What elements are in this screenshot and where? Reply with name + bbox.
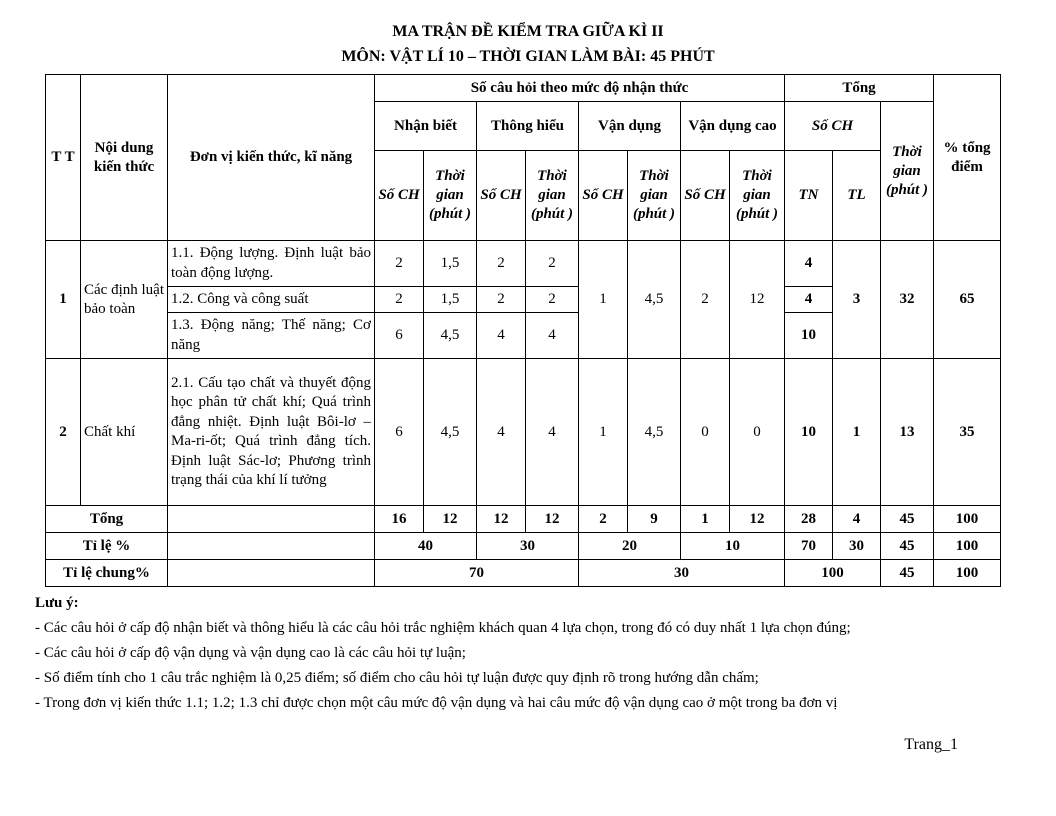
unit-2-1-nb-ch: 6: [375, 359, 424, 506]
unit-2-1-vdc-tg: 0: [730, 359, 785, 506]
overall-ratio-b: 30: [579, 560, 785, 587]
total-value: 1: [681, 506, 730, 533]
ratio-row: [46, 533, 1001, 560]
ratio-vd: 20: [579, 533, 681, 560]
total-value: 9: [628, 506, 681, 533]
unit-1-2-nb-ch: 2: [375, 287, 424, 313]
row-1-tl: 3: [833, 241, 881, 359]
row-1-vd-tg: 4,5: [628, 241, 681, 359]
unit-2-1-vd-tg: 4,5: [628, 359, 681, 506]
document-title: MA TRẬN ĐỀ KIỂM TRA GIỮA KÌ II: [392, 23, 664, 40]
unit-2-1-th-tg: 4: [526, 359, 579, 506]
unit-1-2-th-ch: 2: [477, 287, 526, 313]
unit-2-1-vd-ch: 1: [579, 359, 628, 506]
unit-1-3-th-ch: 4: [477, 313, 526, 359]
page-number: Trang_1: [904, 736, 958, 753]
header-vdc-so-ch: Số CH: [681, 151, 730, 241]
header-level-van-dung-cao: Vận dụng cao: [681, 102, 785, 151]
row-2-thoi-gian: 13: [881, 359, 934, 506]
row-1-vd-ch: 1: [579, 241, 628, 359]
ratio-vdc: 10: [681, 533, 785, 560]
total-value: 2: [579, 506, 628, 533]
header-row-1: [46, 75, 1001, 102]
unit-1-3-nb-ch: 6: [375, 313, 424, 359]
header-th-thoi-gian: Thời gian (phút ): [526, 151, 579, 241]
header-don-vi: Đơn vị kiến thức, kĩ năng: [168, 75, 375, 241]
overall-ratio-so-ch: 100: [785, 560, 881, 587]
total-label: Tổng: [46, 506, 168, 533]
ratio-tn: 70: [785, 533, 833, 560]
ratio-th: 30: [477, 533, 579, 560]
header-thoi-gian-total: Thời gian (phút ): [881, 102, 934, 241]
ratio-label: Tỉ lệ %: [46, 533, 168, 560]
header-tn: TN: [785, 151, 833, 241]
total-row: [46, 506, 1001, 533]
total-value: 12: [526, 506, 579, 533]
header-tt: T T: [46, 75, 81, 241]
row-1-noi-dung: Các định luật bảo toàn: [81, 241, 168, 359]
header-vd-so-ch: Số CH: [579, 151, 628, 241]
header-tl: TL: [833, 151, 881, 241]
document-subtitle: MÔN: VẬT LÍ 10 – THỜI GIAN LÀM BÀI: 45 PHÚT: [341, 48, 715, 65]
unit-2-1-nb-tg: 4,5: [424, 359, 477, 506]
overall-ratio-a: 70: [375, 560, 579, 587]
unit-2-1-th-ch: 4: [477, 359, 526, 506]
ratio-pct: 100: [934, 533, 1001, 560]
row-1-pct: 65: [934, 241, 1001, 359]
row-2-pct: 35: [934, 359, 1001, 506]
unit-1-1-nb-ch: 2: [375, 241, 424, 287]
header-so-ch-group: Số CH: [785, 102, 881, 151]
row-2-noi-dung: Chất khí: [81, 359, 168, 506]
total-value: 28: [785, 506, 833, 533]
table-row: [46, 359, 1001, 506]
unit-1-1-name: 1.1. Động lượng. Định luật bảo toàn động lượng.: [168, 241, 375, 287]
note-item: - Số điểm tính cho 1 câu trắc nghiệm là 0,25 điểm; số điểm cho câu hỏi tự luận được quy định rõ trong hướng dẫn chấm;: [35, 670, 759, 686]
total-value: 16: [375, 506, 424, 533]
ratio-thoi-gian: 45: [881, 533, 934, 560]
unit-1-1-nb-tg: 1,5: [424, 241, 477, 287]
unit-2-1-name: 2.1. Cấu tạo chất và thuyết động học phân tử chất khí; Quá trình đẳng nhiệt. Định luật Bôi-lơ – Ma-ri-ốt; Quá trình đẳng tích. Định luật Sác-lơ; Phương trình trạng thái của khí lí tưởng: [168, 359, 375, 506]
unit-1-2-th-tg: 2: [526, 287, 579, 313]
total-value: 12: [424, 506, 477, 533]
overall-ratio-row: [46, 560, 1001, 587]
unit-1-2-name: 1.2. Công và công suất: [168, 287, 375, 313]
header-th-so-ch: Số CH: [477, 151, 526, 241]
overall-ratio-thoi-gian: 45: [881, 560, 934, 587]
notes-heading: Lưu ý:: [35, 595, 79, 611]
note-item: - Các câu hỏi ở cấp độ vận dụng và vận dụng cao là các câu hỏi tự luận;: [35, 645, 466, 661]
total-value: 12: [477, 506, 526, 533]
row-2-tn: 10: [785, 359, 833, 506]
unit-1-1-th-ch: 2: [477, 241, 526, 287]
unit-1-2-tn: 4: [785, 287, 833, 313]
unit-1-3-nb-tg: 4,5: [424, 313, 477, 359]
header-so-cau-hoi: Số câu hỏi theo mức độ nhận thức: [375, 75, 785, 102]
header-level-nhan-biet: Nhận biết: [375, 102, 477, 151]
header-noi-dung: Nội dung kiến thức: [81, 75, 168, 241]
ratio-nb: 40: [375, 533, 477, 560]
unit-1-3-th-tg: 4: [526, 313, 579, 359]
total-value: 45: [881, 506, 934, 533]
note-item: - Các câu hỏi ở cấp độ nhận biết và thông hiểu là các câu hỏi trắc nghiệm khách quan 4 lựa chọn, trong đó có duy nhất 1 lựa chọn đúng;: [35, 620, 851, 636]
notes-section: [35, 594, 995, 713]
exam-matrix-table: [45, 74, 1001, 587]
unit-1-3-name: 1.3. Động năng; Thế năng; Cơ năng: [168, 313, 375, 359]
total-empty: [168, 506, 375, 533]
row-1-vdc-tg: 12: [730, 241, 785, 359]
note-item: - Trong đơn vị kiến thức 1.1; 1.2; 1.3 chỉ được chọn một câu mức độ vận dụng và hai câu mức độ vận dụng cao ở một trong ba đơn vị: [35, 695, 838, 711]
table-row: [46, 241, 1001, 287]
row-2-tl: 1: [833, 359, 881, 506]
ratio-tl: 30: [833, 533, 881, 560]
overall-ratio-label: Tỉ lệ chung%: [46, 560, 168, 587]
unit-1-1-th-tg: 2: [526, 241, 579, 287]
total-value: 100: [934, 506, 1001, 533]
total-value: 12: [730, 506, 785, 533]
header-level-van-dung: Vận dụng: [579, 102, 681, 151]
header-tong: Tổng: [785, 75, 934, 102]
header-vdc-thoi-gian: Thời gian (phút ): [730, 151, 785, 241]
overall-ratio-empty: [168, 560, 375, 587]
unit-1-3-tn: 10: [785, 313, 833, 359]
row-1-vdc-ch: 2: [681, 241, 730, 359]
header-vd-thoi-gian: Thời gian (phút ): [628, 151, 681, 241]
unit-1-2-nb-tg: 1,5: [424, 287, 477, 313]
unit-1-1-tn: 4: [785, 241, 833, 287]
header-pct-tong-diem: % tổng điểm: [934, 75, 1001, 241]
overall-ratio-pct: 100: [934, 560, 1001, 587]
row-1-thoi-gian: 32: [881, 241, 934, 359]
row-1-tt: 1: [46, 241, 81, 359]
header-level-thong-hieu: Thông hiểu: [477, 102, 579, 151]
header-nb-so-ch: Số CH: [375, 151, 424, 241]
ratio-empty: [168, 533, 375, 560]
header-nb-thoi-gian: Thời gian (phút ): [424, 151, 477, 241]
row-2-tt: 2: [46, 359, 81, 506]
total-value: 4: [833, 506, 881, 533]
unit-2-1-vdc-ch: 0: [681, 359, 730, 506]
